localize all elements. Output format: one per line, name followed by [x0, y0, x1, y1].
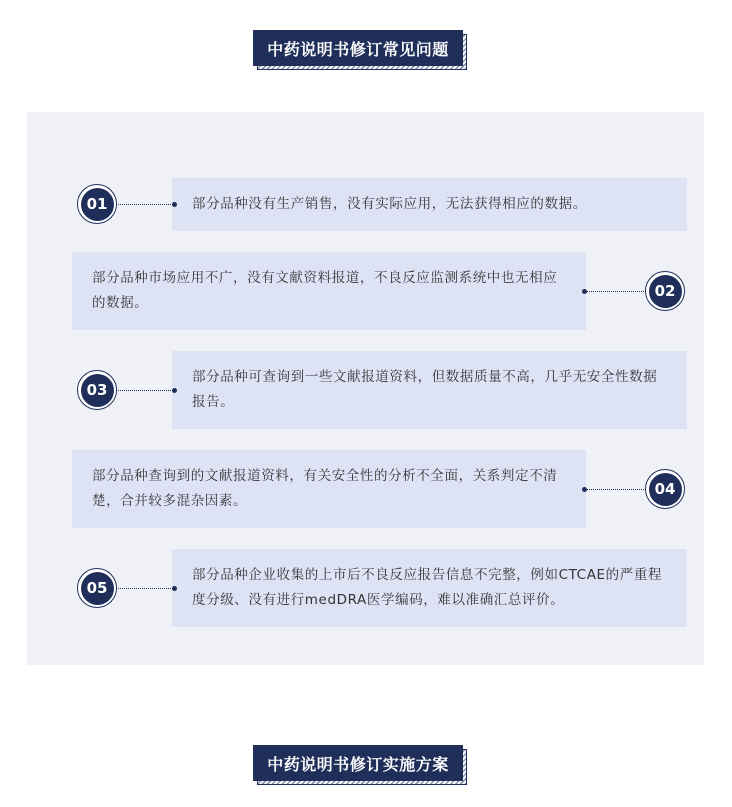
connector-05: [118, 588, 173, 589]
faq-card-04: [72, 450, 586, 528]
section-title-plan: [253, 745, 467, 785]
connector-dot-04: [582, 487, 587, 492]
section-title-faq: [253, 30, 467, 70]
section-title-faq-text: 中药说明书修订常见问题: [253, 30, 463, 66]
number-badge-04: [645, 469, 685, 509]
connector-03: [118, 390, 173, 391]
connector-01: [118, 204, 173, 205]
number-badge-04-label: 04: [649, 473, 682, 506]
number-badge-01-label: 01: [81, 188, 114, 221]
faq-text-04: 部分品种查询到的文献报道资料，有关安全性的分析不全面，关系判定不清楚，合并较多混杂因素。: [92, 468, 558, 509]
section-title-plan-text: 中药说明书修订实施方案: [253, 745, 463, 781]
faq-text-05: 部分品种企业收集的上市后不良反应报告信息不完整，例如CTCAE的严重程度分级、没有进行medDRA医学编码，难以准确汇总评价。: [192, 567, 663, 608]
faq-text-01: 部分品种没有生产销售，没有实际应用，无法获得相应的数据。: [192, 196, 587, 212]
number-badge-02-label: 02: [649, 275, 682, 308]
number-badge-05-label: 05: [81, 572, 114, 605]
faq-card-01: [172, 178, 687, 231]
number-badge-02: [645, 271, 685, 311]
faq-text-02: 部分品种市场应用不广，没有文献资料报道，不良反应监测系统中也无相应的数据。: [92, 270, 558, 311]
faq-card-05: [172, 549, 687, 627]
number-badge-03: [77, 370, 117, 410]
connector-dot-01: [172, 202, 177, 207]
connector-dot-03: [172, 388, 177, 393]
connector-dot-02: [582, 289, 587, 294]
connector-04: [586, 489, 646, 490]
connector-dot-05: [172, 586, 177, 591]
connector-02: [586, 291, 646, 292]
number-badge-03-label: 03: [81, 374, 114, 407]
faq-card-02: [72, 252, 586, 330]
faq-text-03: 部分品种可查询到一些文献报道资料，但数据质量不高，几乎无安全性数据报告。: [192, 369, 658, 410]
faq-card-03: [172, 351, 687, 429]
number-badge-01: [77, 184, 117, 224]
number-badge-05: [77, 568, 117, 608]
